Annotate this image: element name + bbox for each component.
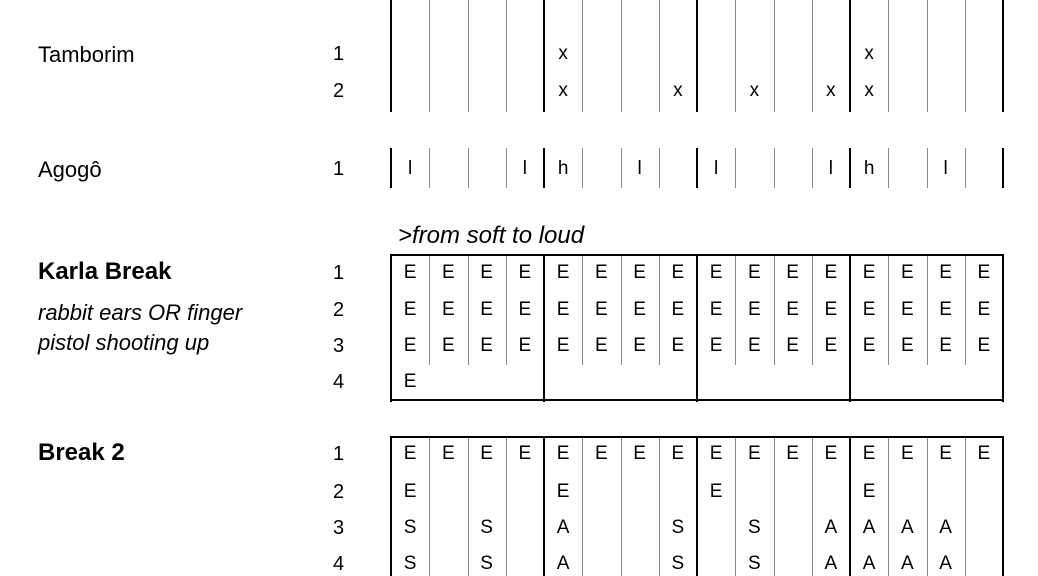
subdivision-line — [468, 255, 469, 365]
break2-hit-cell: E — [748, 443, 761, 464]
break2-hit-cell: S — [403, 517, 417, 538]
break2-row-number: 4 — [333, 553, 345, 575]
subdivision-line — [582, 0, 583, 112]
break2-hit-cell: E — [862, 481, 876, 502]
beat-divider-line — [1002, 255, 1004, 402]
karla-hit-cell: E — [480, 335, 493, 356]
tamborim-label: Tamborim — [38, 42, 135, 67]
tamborim-row-number: 2 — [333, 80, 345, 102]
subdivision-line — [888, 437, 889, 576]
karla-hit-cell: E — [786, 262, 799, 283]
karla-hit-cell: E — [633, 299, 646, 320]
karla-hit-cell: E — [901, 299, 914, 320]
tamborim-hit-cell: x — [826, 80, 836, 101]
break2-hit-cell: S — [403, 553, 417, 574]
karla-hit-cell: E — [595, 299, 608, 320]
subdivision-line — [506, 0, 507, 112]
subdivision-line — [735, 255, 736, 365]
karla-hit-cell: E — [939, 335, 952, 356]
karla-hit-cell: E — [709, 335, 723, 356]
subdivision-line — [965, 437, 966, 576]
karla-hit-cell: E — [480, 262, 493, 283]
beat-divider-line — [849, 0, 851, 112]
subdivision-line — [621, 437, 622, 576]
karla-hit-cell: E — [671, 335, 685, 356]
break2-hit-cell: E — [977, 443, 991, 464]
subdivision-line — [812, 0, 813, 112]
beat-divider-line — [390, 255, 392, 402]
karla-hit-cell: E — [556, 299, 570, 320]
subdivision-line — [621, 0, 622, 112]
subdivision-line — [735, 0, 736, 112]
break2-hit-cell: E — [556, 443, 570, 464]
subdivision-line — [927, 148, 928, 188]
karla-hit-cell: E — [671, 262, 685, 283]
subdivision-line — [659, 0, 660, 112]
subdivision-line — [506, 437, 507, 576]
beat-divider-line — [543, 437, 545, 576]
subdivision-line — [621, 148, 622, 188]
beat-divider-line — [849, 437, 851, 576]
karla-hit-cell: E — [709, 262, 723, 283]
break2-hit-cell: A — [901, 553, 914, 574]
subdivision-line — [621, 255, 622, 365]
beat-divider-line — [696, 255, 698, 402]
subdivision-line — [506, 148, 507, 188]
beat-divider-line — [543, 148, 545, 188]
subdivision-line — [659, 148, 660, 188]
break2-hit-cell: E — [939, 443, 952, 464]
beat-divider-line — [543, 255, 545, 402]
karla-hit-cell: E — [901, 262, 914, 283]
karla-hit-cell: E — [403, 299, 417, 320]
subdivision-line — [812, 437, 813, 576]
karla-hit-cell: E — [518, 299, 532, 320]
break2-hit-cell: E — [403, 443, 417, 464]
beat-divider-line — [1002, 0, 1004, 112]
subdivision-line — [506, 255, 507, 365]
break2-hit-cell: E — [633, 443, 646, 464]
agogo-hit-cell: h — [863, 158, 875, 179]
subdivision-line — [888, 0, 889, 112]
karla-hit-cell: E — [556, 335, 570, 356]
break2-row-number: 1 — [333, 443, 345, 465]
break2-hit-cell: A — [862, 517, 876, 538]
subdivision-line — [927, 0, 928, 112]
karla-hit-cell: E — [824, 262, 838, 283]
break2-hit-cell: E — [786, 443, 799, 464]
subdivision-line — [659, 255, 660, 365]
break2-row-number: 2 — [333, 481, 345, 503]
karla-hit-cell: E — [403, 335, 417, 356]
subdivision-line — [965, 255, 966, 365]
karla-hit-cell: E — [442, 262, 455, 283]
subdivision-line — [774, 437, 775, 576]
karla-hit-cell: E — [977, 335, 991, 356]
break2-hit-cell: E — [901, 443, 914, 464]
break2-hit-cell: A — [901, 517, 914, 538]
subdivision-line — [927, 255, 928, 365]
tamborim-hit-cell: x — [558, 43, 568, 64]
beat-divider-line — [696, 437, 698, 576]
subdivision-line — [812, 255, 813, 365]
karla-hit-cell: E — [595, 335, 608, 356]
karla-hit-cell: E — [671, 299, 685, 320]
karla-hit-cell: E — [595, 262, 608, 283]
karla-hit-cell: E — [442, 299, 455, 320]
subdivision-line — [888, 255, 889, 365]
karla-hit-cell: E — [939, 299, 952, 320]
subdivision-line — [429, 255, 430, 365]
break2-hit-cell: A — [824, 517, 838, 538]
karla-hit-cell: E — [403, 262, 417, 283]
subdivision-line — [429, 0, 430, 112]
grid-border-line — [390, 436, 1004, 438]
agogo-label: Agogô — [38, 157, 102, 182]
karla-note-line1: rabbit ears OR finger — [38, 300, 243, 325]
subdivision-line — [735, 148, 736, 188]
break2-hit-cell: E — [671, 443, 685, 464]
karla-row-number: 3 — [333, 335, 345, 357]
karla-hit-cell: E — [786, 299, 799, 320]
break2-hit-cell: E — [518, 443, 532, 464]
subdivision-line — [468, 437, 469, 576]
karla-hit-cell: E — [786, 335, 799, 356]
beat-divider-line — [696, 0, 698, 112]
karla-hit-cell: E — [862, 335, 876, 356]
break2-hit-cell: E — [480, 443, 493, 464]
agogo-hit-cell: h — [557, 158, 569, 179]
break2-hit-cell: A — [862, 553, 876, 574]
karla-break-title: Karla Break — [38, 258, 172, 285]
subdivision-line — [582, 255, 583, 365]
subdivision-line — [965, 148, 966, 188]
karla-hit-cell: E — [633, 335, 646, 356]
break2-hit-cell: E — [709, 443, 723, 464]
agogo-row-number: 1 — [333, 158, 345, 180]
tamborim-hit-cell: x — [864, 43, 874, 64]
karla-hit-cell: E — [824, 299, 838, 320]
karla-hit-cell: E — [748, 299, 761, 320]
tamborim-row-number: 1 — [333, 43, 345, 65]
break2-hit-cell: A — [939, 517, 952, 538]
agogo-hit-cell: l — [408, 158, 413, 179]
beat-divider-line — [1002, 437, 1004, 576]
subdivision-line — [888, 148, 889, 188]
break2-hit-cell: S — [480, 553, 493, 574]
karla-hit-cell: E — [824, 335, 838, 356]
karla-hit-cell: E — [977, 262, 991, 283]
break2-hit-cell: A — [824, 553, 838, 574]
break2-hit-cell: A — [556, 517, 570, 538]
break2-hit-cell: E — [442, 443, 455, 464]
karla-hit-cell: E — [748, 335, 761, 356]
karla-note-line2: pistol shooting up — [38, 330, 210, 355]
break2-hit-cell: S — [748, 517, 761, 538]
agogo-hit-cell: l — [637, 158, 642, 179]
karla-hit-cell: E — [939, 262, 952, 283]
break2-hit-cell: S — [671, 517, 685, 538]
break2-hit-cell: E — [595, 443, 608, 464]
break2-hit-cell: E — [862, 443, 876, 464]
grid-border-line — [390, 399, 1004, 401]
karla-hit-cell: E — [862, 262, 876, 283]
beat-divider-line — [390, 0, 392, 112]
karla-hit-cell: E — [442, 335, 455, 356]
subdivision-line — [774, 255, 775, 365]
subdivision-line — [927, 437, 928, 576]
beat-divider-line — [849, 255, 851, 402]
karla-hit-cell: E — [977, 299, 991, 320]
tamborim-hit-cell: x — [558, 80, 568, 101]
subdivision-line — [468, 0, 469, 112]
beat-divider-line — [390, 148, 392, 188]
subdivision-line — [582, 148, 583, 188]
break2-hit-cell: E — [403, 481, 417, 502]
break2-hit-cell: E — [824, 443, 838, 464]
tamborim-hit-cell: x — [864, 80, 874, 101]
karla-hit-cell: E — [709, 299, 723, 320]
dynamics-annotation: >from soft to loud — [398, 222, 585, 249]
karla-hit-cell: E — [518, 335, 532, 356]
subdivision-line — [774, 0, 775, 112]
agogo-hit-cell: l — [522, 158, 527, 179]
subdivision-line — [965, 0, 966, 112]
beat-divider-line — [696, 148, 698, 188]
agogo-hit-cell: l — [714, 158, 719, 179]
karla-hit-cell: E — [480, 299, 493, 320]
karla-hit-cell: E — [633, 262, 646, 283]
break2-hit-cell: S — [671, 553, 685, 574]
break2-hit-cell: E — [709, 481, 723, 502]
beat-divider-line — [849, 148, 851, 188]
subdivision-line — [774, 148, 775, 188]
break2-hit-cell: S — [748, 553, 761, 574]
break2-row-number: 3 — [333, 517, 345, 539]
karla-hit-cell: E — [862, 299, 876, 320]
beat-divider-line — [1002, 148, 1004, 188]
break2-hit-cell: S — [480, 517, 493, 538]
break2-hit-cell: A — [939, 553, 952, 574]
break2-hit-cell: A — [556, 553, 570, 574]
karla-hit-cell: E — [748, 262, 761, 283]
agogo-hit-cell: l — [943, 158, 948, 179]
subdivision-line — [429, 148, 430, 188]
karla-hit-cell: E — [403, 371, 417, 392]
tamborim-hit-cell: x — [749, 80, 760, 101]
karla-hit-cell: E — [518, 262, 532, 283]
karla-hit-cell: E — [556, 262, 570, 283]
break-2-title: Break 2 — [38, 439, 125, 466]
karla-row-number: 4 — [333, 371, 345, 393]
beat-divider-line — [543, 0, 545, 112]
karla-hit-cell: E — [901, 335, 914, 356]
subdivision-line — [735, 437, 736, 576]
subdivision-line — [429, 437, 430, 576]
subdivision-line — [812, 148, 813, 188]
beat-divider-line — [390, 437, 392, 576]
agogo-hit-cell: l — [828, 158, 833, 179]
subdivision-line — [582, 437, 583, 576]
tamborim-hit-cell: x — [673, 80, 683, 101]
karla-row-number: 1 — [333, 262, 345, 284]
subdivision-line — [659, 437, 660, 576]
grid-border-line — [390, 254, 1004, 256]
karla-row-number: 2 — [333, 299, 345, 321]
break2-hit-cell: E — [556, 481, 570, 502]
subdivision-line — [468, 148, 469, 188]
